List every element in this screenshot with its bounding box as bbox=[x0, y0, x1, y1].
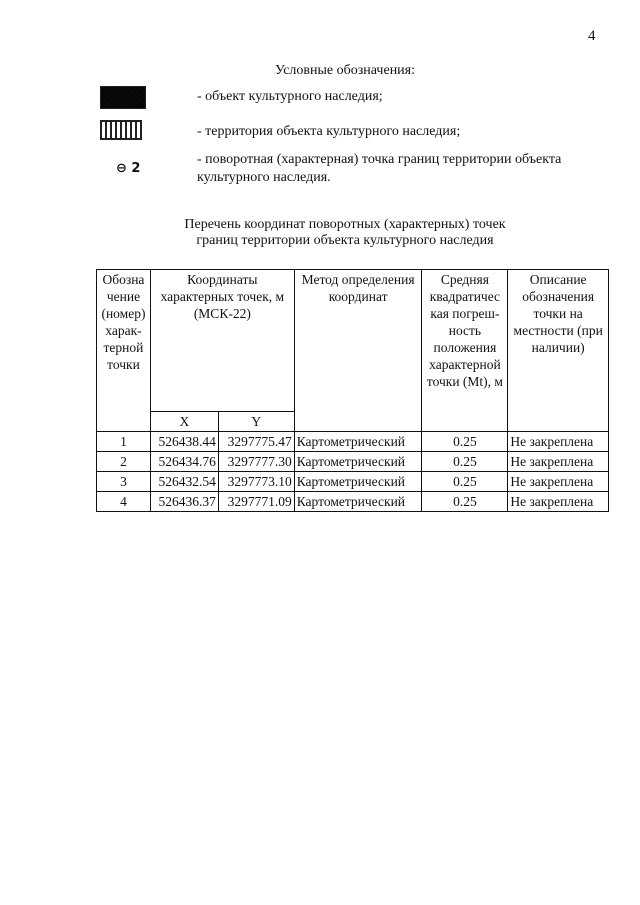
cell-num: 1 bbox=[97, 432, 151, 452]
header-method: Метод определения координат bbox=[294, 270, 422, 432]
header-x: X bbox=[150, 412, 218, 432]
cell-num: 4 bbox=[97, 492, 151, 512]
table-row bbox=[97, 472, 609, 492]
cell-y: 3297773.10 bbox=[218, 472, 294, 492]
table-row bbox=[97, 432, 609, 452]
cell-desc: Не закреплена bbox=[508, 432, 609, 452]
table-row bbox=[97, 452, 609, 472]
list-title-line2: границ территории объекта культурного наследия bbox=[196, 233, 494, 248]
cell-x: 526434.76 bbox=[150, 452, 218, 472]
vertical-hatched-rectangle-icon bbox=[100, 120, 142, 140]
cell-y: 3297775.47 bbox=[218, 432, 294, 452]
page-number: 4 bbox=[588, 28, 596, 44]
cell-num: 2 bbox=[97, 452, 151, 472]
cell-desc: Не закреплена bbox=[508, 472, 609, 492]
cell-error: 0.25 bbox=[422, 472, 508, 492]
legend-item-turning-point: - поворотная (характерная) точка границ территории объекта культурного наследия. bbox=[197, 152, 562, 185]
header-y: Y bbox=[218, 412, 294, 432]
cell-method: Картометрический bbox=[294, 452, 422, 472]
dark-filled-rectangle-icon bbox=[100, 86, 146, 109]
legend-item-cultural-object: - объект культурного наследия; bbox=[197, 89, 383, 104]
cell-error: 0.25 bbox=[422, 492, 508, 512]
header-coordinates: Координаты характерных точек, м (МСК-22) bbox=[150, 270, 294, 412]
list-title bbox=[0, 217, 640, 249]
cell-error: 0.25 bbox=[422, 452, 508, 472]
coordinates-table bbox=[96, 269, 609, 512]
legend-item-territory: - территория объекта культурного наследия; bbox=[197, 124, 461, 139]
table-row bbox=[97, 492, 609, 512]
cell-num: 3 bbox=[97, 472, 151, 492]
cell-x: 526438.44 bbox=[150, 432, 218, 452]
cell-y: 3297771.09 bbox=[218, 492, 294, 512]
header-point-number: Обозна чение (номер) харак- терной точки bbox=[97, 270, 151, 432]
legend-title: Условные обозначения: bbox=[274, 63, 416, 78]
cell-desc: Не закреплена bbox=[508, 452, 609, 472]
cell-x: 526432.54 bbox=[150, 472, 218, 492]
point-marker-icon: ⊖ 2 bbox=[116, 161, 141, 176]
cell-y: 3297777.30 bbox=[218, 452, 294, 472]
list-title-line1: Перечень координат поворотных (характерных) точек bbox=[184, 217, 506, 232]
header-error: Средняя квадратичес кая погреш- ность положения характерной точки (Mt), м bbox=[422, 270, 508, 432]
cell-x: 526436.37 bbox=[150, 492, 218, 512]
cell-method: Картометрический bbox=[294, 472, 422, 492]
header-description: Описание обозначения точки на местности (при наличии) bbox=[508, 270, 609, 432]
cell-error: 0.25 bbox=[422, 432, 508, 452]
cell-desc: Не закреплена bbox=[508, 492, 609, 512]
cell-method: Картометрический bbox=[294, 492, 422, 512]
cell-method: Картометрический bbox=[294, 432, 422, 452]
